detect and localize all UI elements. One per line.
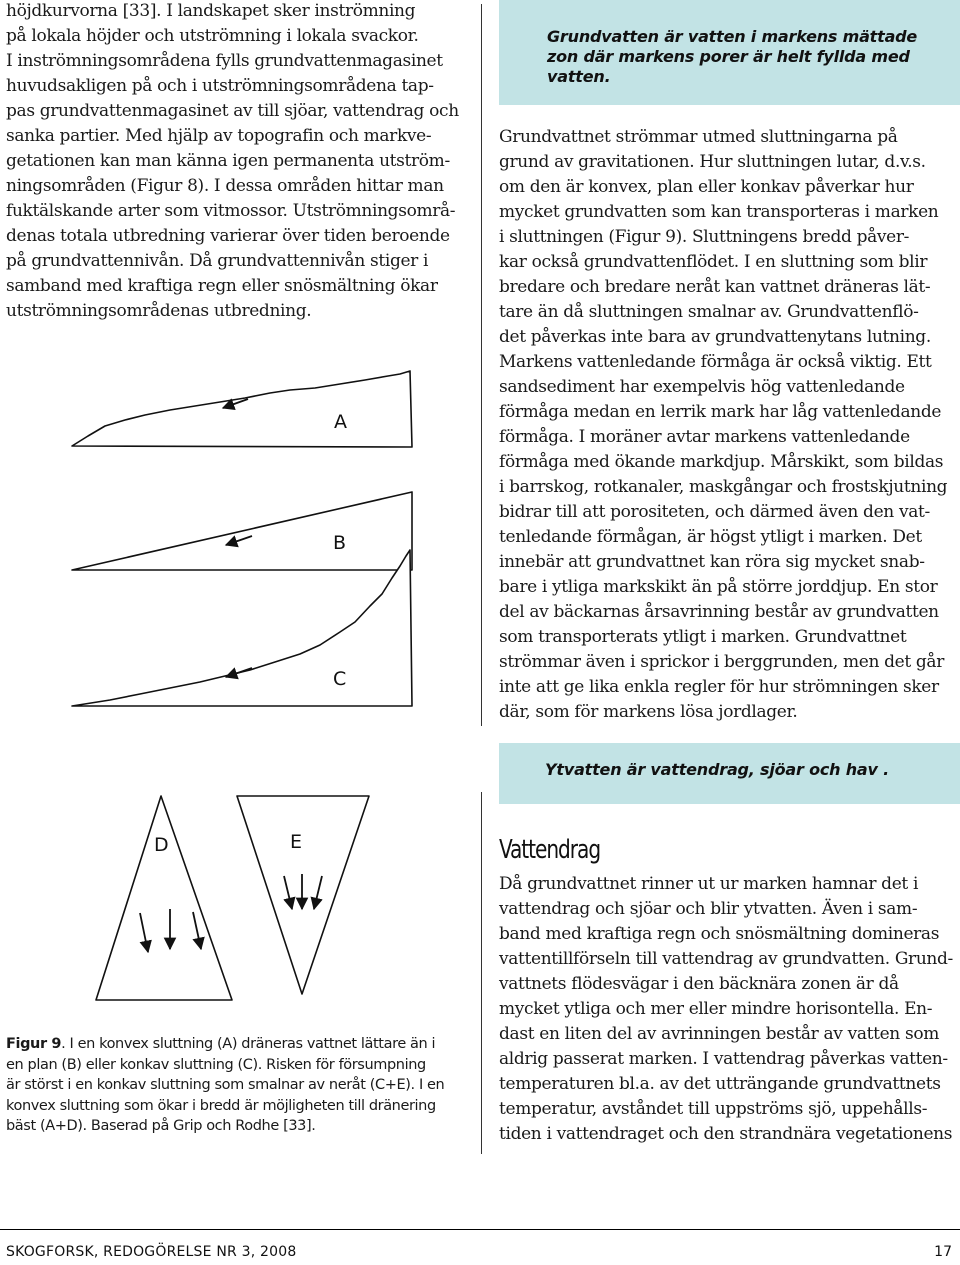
callout-mid-text: Ytvatten är vattendrag, sjöar och hav . xyxy=(545,760,889,779)
text-line: sandsediment har exempelvis hög vattenledande xyxy=(499,377,905,397)
text-line: det påverkas inte bara av grundvattenytans lutning. xyxy=(499,327,931,347)
caption-line: en plan (B) eller konkav sluttning (C). Risken för försumpning xyxy=(6,1056,426,1073)
surface-water-callout xyxy=(499,743,960,804)
text-line: zon där markens porer är helt fyllda med xyxy=(547,47,910,66)
callout-top-text xyxy=(547,27,917,87)
text-line: ningsområden (Figur 8). I dessa områden hittar man xyxy=(6,176,444,196)
text-line: grund av gravitationen. Hur sluttningen lutar, d.v.s. xyxy=(499,152,926,172)
slope-c-concave xyxy=(72,550,412,706)
text-line: innebär att grundvattnet kan röra sig mycket snab- xyxy=(499,552,925,572)
text-line: på lokala höjder och utströmning i lokala svackor. xyxy=(6,26,419,46)
text-line: temperatur, avståndet till uppströms sjö, uppehålls- xyxy=(499,1099,928,1119)
figure-9-illustration xyxy=(0,370,480,1030)
text-line: kar också grundvattenflödet. I en sluttning som blir xyxy=(499,252,928,272)
text-line: vatten. xyxy=(547,67,611,86)
text-line: tare än då sluttningen smalnar av. Grundvattenflö- xyxy=(499,302,919,322)
caption-line: är störst i en konkav sluttning som smalnar av neråt (C+E). I en xyxy=(6,1077,445,1093)
text-line: aldrig passerat marken. I vattendrag påverkas vatten- xyxy=(499,1049,948,1069)
label-a: A xyxy=(334,411,347,433)
text-line: mycket ytliga och mer eller mindre horisontella. En- xyxy=(499,999,933,1019)
text-line: som transporterats ytligt i marken. Grundvattnet xyxy=(499,627,907,647)
text-line: om den är konvex, plan eller konkav påverkar hur xyxy=(499,177,914,197)
text-line: sanka partier. Med hjälp av topografin och markve- xyxy=(6,126,432,146)
text-line: inte att ge lika enkla regler för hur strömningen sker xyxy=(499,677,939,697)
text-line: där, som för markens lösa jordlager. xyxy=(499,702,798,722)
text-line: strömmar även i sprickor i berggrunden, men det går xyxy=(499,652,944,672)
text-line: del av bäckarnas årsavrinning består av grundvatten xyxy=(499,602,939,622)
text-line: i barrskog, rotkanaler, maskgångar och frostskjutning xyxy=(499,477,948,497)
caption-line: . I en konvex sluttning (A) dräneras vattnet lättare än i xyxy=(61,1036,436,1052)
label-b: B xyxy=(333,532,347,554)
section-heading: Vattendrag xyxy=(499,835,601,865)
right-column-text xyxy=(499,125,955,725)
text-line: Grundvattnet strömmar utmed sluttningarna på xyxy=(499,127,898,147)
column-divider-top xyxy=(481,4,482,726)
caption-figure-label: Figur 9 xyxy=(6,1036,62,1052)
text-line: förmåga medan en lerrik mark har låg vattenledande xyxy=(499,402,942,422)
slope-e-narrowing xyxy=(237,796,369,994)
footer-rule xyxy=(0,1229,960,1230)
text-line: tiden i vattendraget och den strandnära vegetationens xyxy=(499,1124,953,1144)
groundwater-definition-callout xyxy=(499,0,960,105)
slope-a-convex xyxy=(72,371,412,447)
text-line: Då grundvattnet rinner ut ur marken hamnar det i xyxy=(499,874,919,894)
text-line: vattnets flödesvägar i den bäcknära zonen är då xyxy=(499,974,899,994)
column-divider-bottom xyxy=(481,792,482,1154)
text-line: temperaturen bl.a. av det utträngande grundvattnets xyxy=(499,1074,941,1094)
text-line: bredare och bredare neråt kan vattnet dräneras lät- xyxy=(499,277,931,297)
figure-9-caption xyxy=(6,1034,468,1137)
section-body-text xyxy=(499,872,955,1147)
slope-b-planar xyxy=(72,492,412,570)
text-line: pas grundvattenmagasinet av till sjöar, vattendrag och xyxy=(6,101,459,121)
text-line: huvudsakligen på och i utströmningsområdena tap- xyxy=(6,76,434,96)
text-line: utströmningsområdenas utbredning. xyxy=(6,301,312,321)
text-line: band med kraftiga regn och snösmältning domineras xyxy=(499,924,940,944)
text-line: vattendrag och sjöar och blir ytvatten. Även i sam- xyxy=(499,899,918,919)
text-line: vattentillförseln till vattendrag av grundvatten. Grund- xyxy=(499,949,953,969)
label-c: C xyxy=(333,668,347,690)
text-line: fuktälskande arter som vitmossor. Utströmningsområ- xyxy=(6,201,456,221)
text-line: förmåga. I moräner avtar markens vattenledande xyxy=(499,427,910,447)
text-line: I inströmningsområdena fylls grundvattenmagasinet xyxy=(6,51,443,71)
text-line: denas totala utbredning varierar över tiden beroende xyxy=(6,226,450,246)
text-line: bare i ytliga markskikt än på större jorddjup. En stor xyxy=(499,577,938,597)
text-line: Markens vattenledande förmåga är också viktig. Ett xyxy=(499,352,932,372)
page-number: 17 xyxy=(934,1244,952,1260)
text-line: Grundvatten är vatten i markens mättade xyxy=(547,27,918,46)
text-line: getationen kan man känna igen permanenta utström- xyxy=(6,151,450,171)
slope-d-widening xyxy=(96,796,232,1000)
text-line: samband med kraftiga regn eller snösmältning ökar xyxy=(6,276,438,296)
text-line: dast en liten del av avrinningen består av vatten som xyxy=(499,1024,939,1044)
caption-line: konvex sluttning som ökar i bredd är möjligheten till dränering xyxy=(6,1097,436,1114)
text-line: förmåga med ökande markdjup. Mårskikt, som bildas xyxy=(499,452,944,472)
label-d: D xyxy=(154,834,169,856)
text-line: bidrar till att porositeten, och därmed även den vat- xyxy=(499,502,930,522)
footer-publication: SKOGFORSK, REDOGÖRELSE NR 3, 2008 xyxy=(6,1244,297,1260)
caption-line: bäst (A+D). Baserad på Grip och Rodhe [33]. xyxy=(6,1118,316,1134)
text-line: på grundvattennivån. Då grundvattennivån stiger i xyxy=(6,251,429,271)
text-line: tenledande förmågan, är högst ytligt i marken. Det xyxy=(499,527,922,547)
text-line: höjdkurvorna [33]. I landskapet sker inströmning xyxy=(6,1,416,21)
text-line: i sluttningen (Figur 9). Sluttningens bredd påver- xyxy=(499,227,910,247)
label-e: E xyxy=(290,831,303,853)
text-line: mycket grundvatten som kan transporteras i marken xyxy=(499,202,939,222)
left-column-text xyxy=(6,0,468,324)
